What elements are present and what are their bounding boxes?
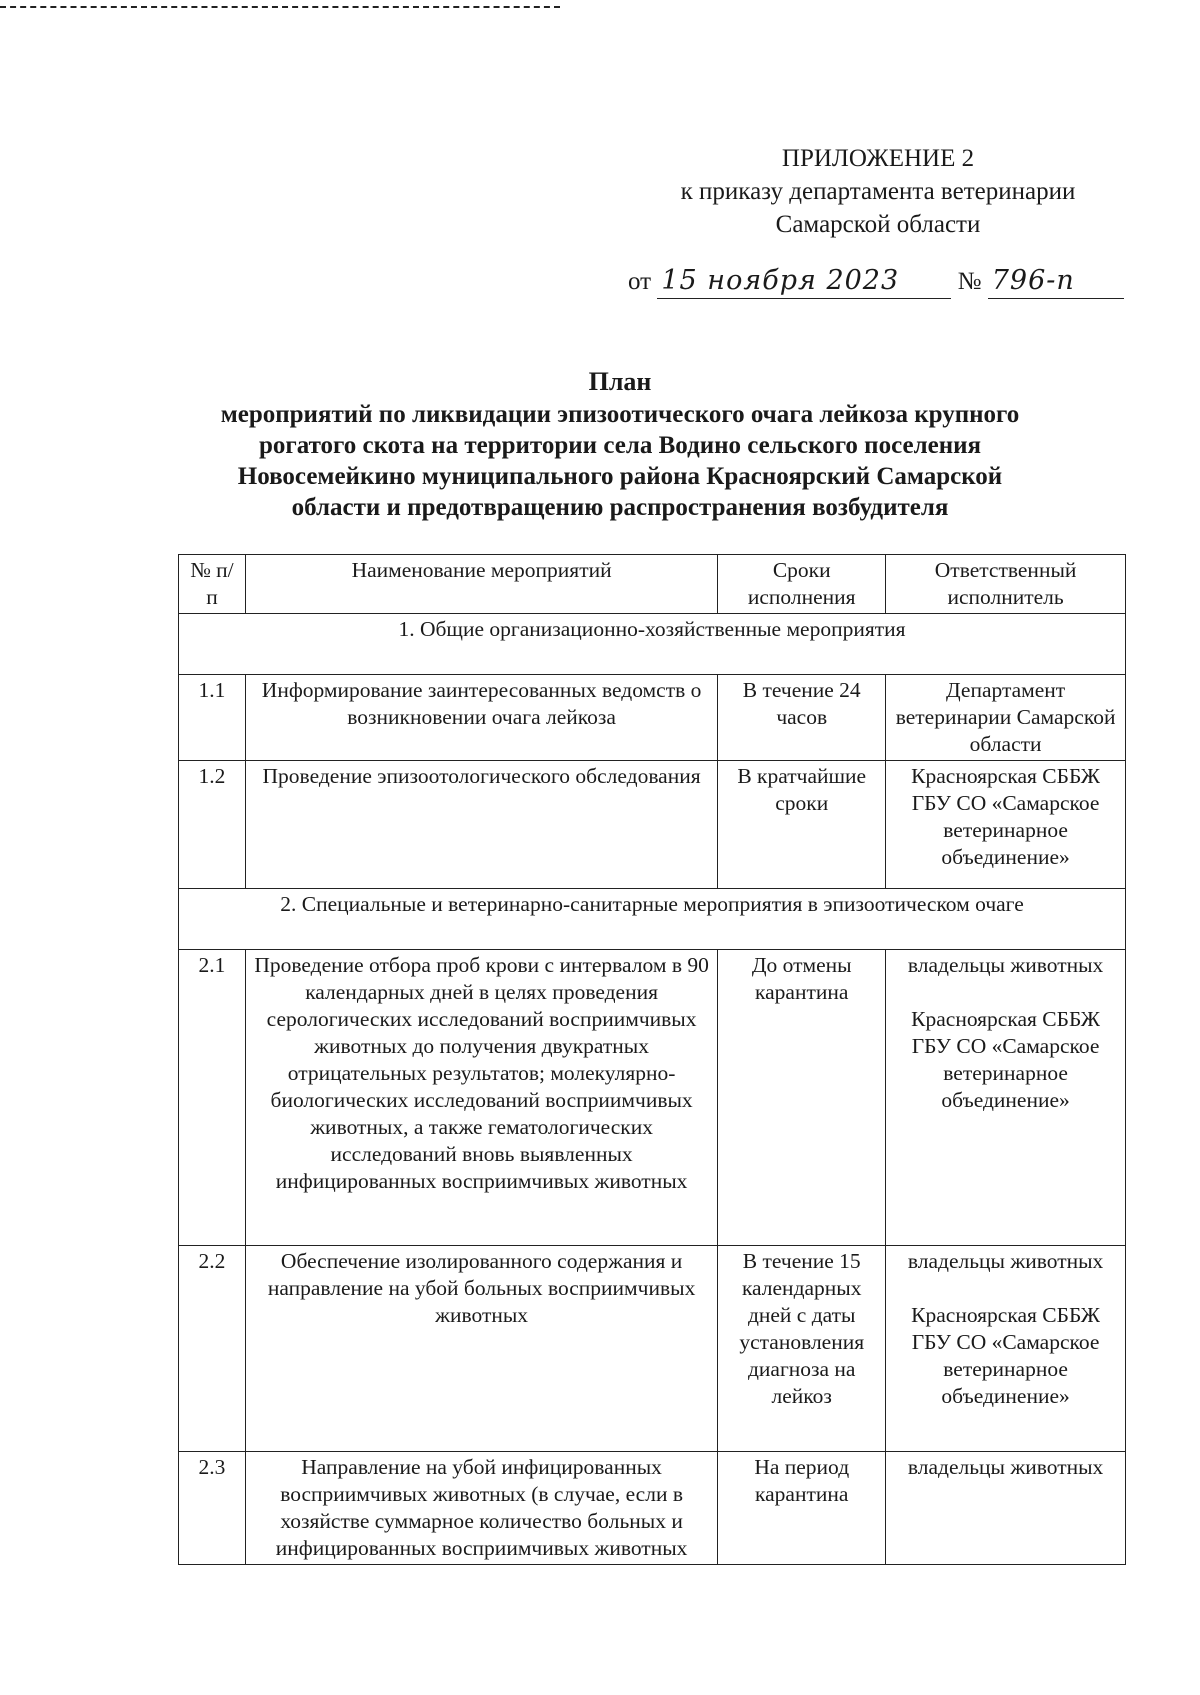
appendix-header <box>648 142 1108 241</box>
order-from-label: от <box>628 268 652 295</box>
row-name: Информирование заинтересованных ведомств о возникновении очага лейкоза <box>245 675 717 761</box>
page-top-dashed-border <box>0 6 560 8</box>
row-number: 1.1 <box>179 675 246 761</box>
header-name: Наименование мероприятий <box>245 555 717 614</box>
header-term: Сроки исполнения <box>718 555 886 614</box>
order-number-handwritten: 796-п <box>988 264 1124 299</box>
row-number: 2.1 <box>179 950 246 1246</box>
row-number: 1.2 <box>179 761 246 889</box>
title-line-2: рогатого скота на территории села Водино сельского поселения <box>258 432 982 459</box>
row-responsible-primary: владельцы животных <box>907 1249 1104 1273</box>
row-term: В течение 24 часов <box>718 675 886 761</box>
row-term: В кратчайшие сроки <box>718 761 886 889</box>
order-date-handwritten: 15 ноября 2023 <box>657 264 951 299</box>
title-line-1: мероприятий по ликвидации эпизоотического очага лейкоза крупного <box>220 401 1020 428</box>
header-responsible: Ответственный исполнитель <box>886 555 1126 614</box>
table-row <box>179 1246 1126 1452</box>
row-responsible <box>886 950 1126 1246</box>
row-name: Направление на убой инфицированных восприимчивых животных (в случае, если в хозяйстве суммарное количество больных и инфицированных восприимчивых животных <box>245 1452 717 1565</box>
row-responsible-secondary: Красноярская СББЖ ГБУ СО «Самарское ветеринарное объединение» <box>911 1303 1101 1408</box>
appendix-line-1: к приказу департамента ветеринарии <box>680 178 1076 205</box>
row-responsible <box>886 675 1126 761</box>
row-responsible-primary: владельцы животных <box>907 953 1104 977</box>
row-responsible <box>886 761 1126 889</box>
document-title <box>150 366 1090 523</box>
row-number: 2.3 <box>179 1452 246 1565</box>
row-name: Проведение эпизоотологического обследования <box>245 761 717 889</box>
header-number: № п/п <box>179 555 246 614</box>
table-row <box>179 1452 1126 1565</box>
row-term: До отмены карантина <box>718 950 886 1246</box>
row-term: На период карантина <box>718 1452 886 1565</box>
row-responsible-secondary: Красноярская СББЖ ГБУ СО «Самарское ветеринарное объединение» <box>911 1007 1101 1112</box>
row-responsible-primary: Департамент ветеринарии Самарской области <box>895 678 1116 756</box>
row-name: Обеспечение изолированного содержания и направление на убой больных восприимчивых животных <box>245 1246 717 1452</box>
row-responsible-primary: владельцы животных <box>907 1455 1104 1479</box>
row-responsible <box>886 1452 1126 1565</box>
appendix-title: ПРИЛОЖЕНИЕ 2 <box>781 145 975 172</box>
row-term: В течение 15 календарных дней с даты установления диагноза на лейкоз <box>718 1246 886 1452</box>
row-name: Проведение отбора проб крови с интервалом в 90 календарных дней в целях проведения серологических исследований восприимчивых животных до получения двукратных отрицательных результатов; молекулярно-биологических исследований восприимчивых животных, а также гематологических исследований вновь выявленных инфицированных восприимчивых животных <box>245 950 717 1246</box>
section-title-1: 1. Общие организационно-хозяйственные мероприятия <box>179 614 1126 675</box>
row-number: 2.2 <box>179 1246 246 1452</box>
section-row-1 <box>179 614 1126 675</box>
measures-table <box>178 554 1126 1565</box>
title-line-3: Новосемейкино муниципального района Красноярский Самарской <box>237 463 1003 490</box>
section-row-2 <box>179 889 1126 950</box>
table-row <box>179 761 1126 889</box>
title-plan: План <box>588 367 652 396</box>
table-row <box>179 675 1126 761</box>
table-header-row <box>179 555 1126 614</box>
section-title-2: 2. Специальные и ветеринарно-санитарные мероприятия в эпизоотическом очаге <box>179 889 1126 950</box>
title-line-4: области и предотвращению распространения возбудителя <box>291 494 949 521</box>
row-responsible-primary: Красноярская СББЖ ГБУ СО «Самарское ветеринарное объединение» <box>911 764 1101 869</box>
row-responsible <box>886 1246 1126 1452</box>
table-row <box>179 950 1126 1246</box>
appendix-line-2: Самарской области <box>775 211 981 238</box>
order-number-label: № <box>957 268 982 295</box>
order-reference <box>628 264 1124 299</box>
